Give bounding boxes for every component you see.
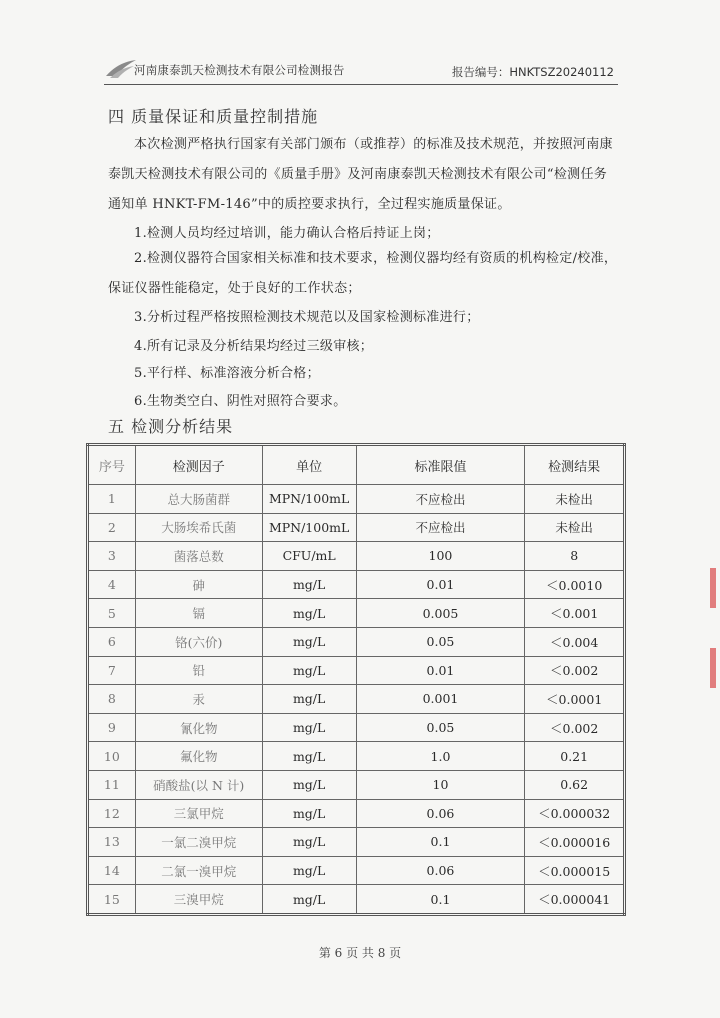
- cell-index: 8: [88, 685, 136, 714]
- cell-unit: mg/L: [262, 742, 356, 771]
- cell-index: 6: [88, 627, 136, 656]
- col-header-result: 检测结果: [525, 445, 625, 485]
- table-row: [88, 885, 625, 915]
- section-4-title: 四 质量保证和质量控制措施: [108, 107, 319, 126]
- cell-result: 未检出: [525, 513, 625, 542]
- cell-unit: mg/L: [262, 656, 356, 685]
- cell-factor: 一氯二溴甲烷: [135, 828, 262, 857]
- cell-unit: CFU/mL: [262, 542, 356, 571]
- qc-item-4: 4.所有记录及分析结果均经过三级审核；: [134, 339, 374, 354]
- col-header-index: 序号: [88, 445, 136, 485]
- cell-result: ＜0.0010: [525, 570, 625, 599]
- qc-item-2: [108, 244, 618, 304]
- cell-limit: 10: [356, 770, 525, 799]
- cell-limit: 0.06: [356, 799, 525, 828]
- qc-item-6: 6.生物类空白、阴性对照符合要求。: [134, 394, 347, 409]
- table-row: [88, 856, 625, 885]
- cell-result: ＜0.001: [525, 599, 625, 628]
- table-row: [88, 685, 625, 714]
- section-5-title: 五 检测分析结果: [108, 417, 234, 436]
- cell-limit: 0.01: [356, 656, 525, 685]
- cell-result: 0.62: [525, 770, 625, 799]
- cell-index: 4: [88, 570, 136, 599]
- cell-index: 7: [88, 656, 136, 685]
- cell-limit: 1.0: [356, 742, 525, 771]
- stamp-edge-mark: [710, 568, 716, 608]
- section-4-intro: [108, 130, 618, 220]
- cell-result: ＜0.002: [525, 713, 625, 742]
- col-header-factor: 检测因子: [135, 445, 262, 485]
- cell-limit: 100: [356, 542, 525, 571]
- qc-item-5: 5.平行样、标准溶液分析合格；: [134, 366, 320, 381]
- qc-item-3: 3.分析过程严格按照检测技术规范以及国家检测标准进行；: [134, 310, 480, 325]
- company-logo-icon: [104, 56, 138, 80]
- cell-index: 14: [88, 856, 136, 885]
- cell-result: 8: [525, 542, 625, 571]
- results-table: [86, 443, 626, 916]
- cell-unit: mg/L: [262, 856, 356, 885]
- col-header-unit: 单位: [262, 445, 356, 485]
- cell-unit: mg/L: [262, 570, 356, 599]
- col-header-limit: 标准限值: [356, 445, 525, 485]
- cell-result: 未检出: [525, 485, 625, 514]
- table-row: [88, 656, 625, 685]
- table-row: [88, 713, 625, 742]
- table-row: [88, 513, 625, 542]
- cell-factor: 大肠埃希氏菌: [135, 513, 262, 542]
- table-row: [88, 828, 625, 857]
- header-divider: [104, 84, 618, 85]
- cell-factor: 二氯一溴甲烷: [135, 856, 262, 885]
- cell-result: ＜0.0001: [525, 685, 625, 714]
- cell-factor: 砷: [135, 570, 262, 599]
- cell-index: 9: [88, 713, 136, 742]
- qc-item-2-text: 2.检测仪器符合国家相关标准和技术要求，检测仪器均经有资质的机构检定/校准，保证仪器性能稳定，处于良好的工作状态；: [108, 251, 618, 296]
- cell-unit: mg/L: [262, 685, 356, 714]
- table-row: [88, 542, 625, 571]
- table-header-row: [88, 445, 625, 485]
- cell-factor: 铬(六价): [135, 627, 262, 656]
- cell-unit: mg/L: [262, 828, 356, 857]
- cell-unit: mg/L: [262, 885, 356, 915]
- intro-text: 本次检测严格执行国家有关部门颁布（或推荐）的标准及技术规范，并按照河南康泰凯天检测技术有限公司的《质量手册》及河南康泰凯天检测技术有限公司“检测任务通知单 HNKT-FM-146”中的质控要求执行，全过程实施质量保证。: [108, 137, 613, 212]
- cell-factor: 菌落总数: [135, 542, 262, 571]
- cell-unit: mg/L: [262, 799, 356, 828]
- cell-limit: 0.1: [356, 828, 525, 857]
- cell-limit: 0.005: [356, 599, 525, 628]
- cell-index: 11: [88, 770, 136, 799]
- cell-factor: 氰化物: [135, 713, 262, 742]
- table-row: [88, 770, 625, 799]
- cell-unit: mg/L: [262, 599, 356, 628]
- cell-unit: mg/L: [262, 713, 356, 742]
- cell-result: ＜0.000016: [525, 828, 625, 857]
- cell-index: 12: [88, 799, 136, 828]
- cell-limit: 0.05: [356, 627, 525, 656]
- cell-limit: 0.01: [356, 570, 525, 599]
- cell-unit: MPN/100mL: [262, 485, 356, 514]
- cell-factor: 氟化物: [135, 742, 262, 771]
- cell-factor: 总大肠菌群: [135, 485, 262, 514]
- cell-factor: 三溴甲烷: [135, 885, 262, 915]
- table-row: [88, 742, 625, 771]
- page-number: 第 6 页 共 8 页: [318, 946, 402, 960]
- cell-unit: mg/L: [262, 770, 356, 799]
- company-name: 河南康泰凯天检测技术有限公司检测报告: [134, 63, 345, 77]
- cell-factor: 三氯甲烷: [135, 799, 262, 828]
- cell-index: 3: [88, 542, 136, 571]
- cell-index: 10: [88, 742, 136, 771]
- cell-factor: 汞: [135, 685, 262, 714]
- report-header: [104, 56, 614, 82]
- table-row: [88, 627, 625, 656]
- report-number: 报告编号：HNKTSZ20240112: [451, 65, 614, 79]
- cell-limit: 0.06: [356, 856, 525, 885]
- cell-result: 0.21: [525, 742, 625, 771]
- cell-limit: 0.05: [356, 713, 525, 742]
- table-row: [88, 570, 625, 599]
- cell-result: ＜0.002: [525, 656, 625, 685]
- cell-factor: 镉: [135, 599, 262, 628]
- cell-result: ＜0.004: [525, 627, 625, 656]
- cell-unit: mg/L: [262, 627, 356, 656]
- cell-index: 1: [88, 485, 136, 514]
- cell-result: ＜0.000032: [525, 799, 625, 828]
- cell-result: ＜0.000015: [525, 856, 625, 885]
- cell-index: 2: [88, 513, 136, 542]
- cell-index: 15: [88, 885, 136, 915]
- stamp-edge-mark: [710, 648, 716, 688]
- cell-unit: MPN/100mL: [262, 513, 356, 542]
- cell-result: ＜0.000041: [525, 885, 625, 915]
- qc-item-1: 1.检测人员均经过培训，能力确认合格后持证上岗；: [134, 226, 440, 241]
- table-row: [88, 485, 625, 514]
- table-row: [88, 799, 625, 828]
- cell-index: 13: [88, 828, 136, 857]
- cell-limit: 0.1: [356, 885, 525, 915]
- cell-factor: 硝酸盐(以 N 计): [135, 770, 262, 799]
- cell-index: 5: [88, 599, 136, 628]
- cell-limit: 不应检出: [356, 513, 525, 542]
- cell-limit: 0.001: [356, 685, 525, 714]
- cell-factor: 铅: [135, 656, 262, 685]
- cell-limit: 不应检出: [356, 485, 525, 514]
- table-row: [88, 599, 625, 628]
